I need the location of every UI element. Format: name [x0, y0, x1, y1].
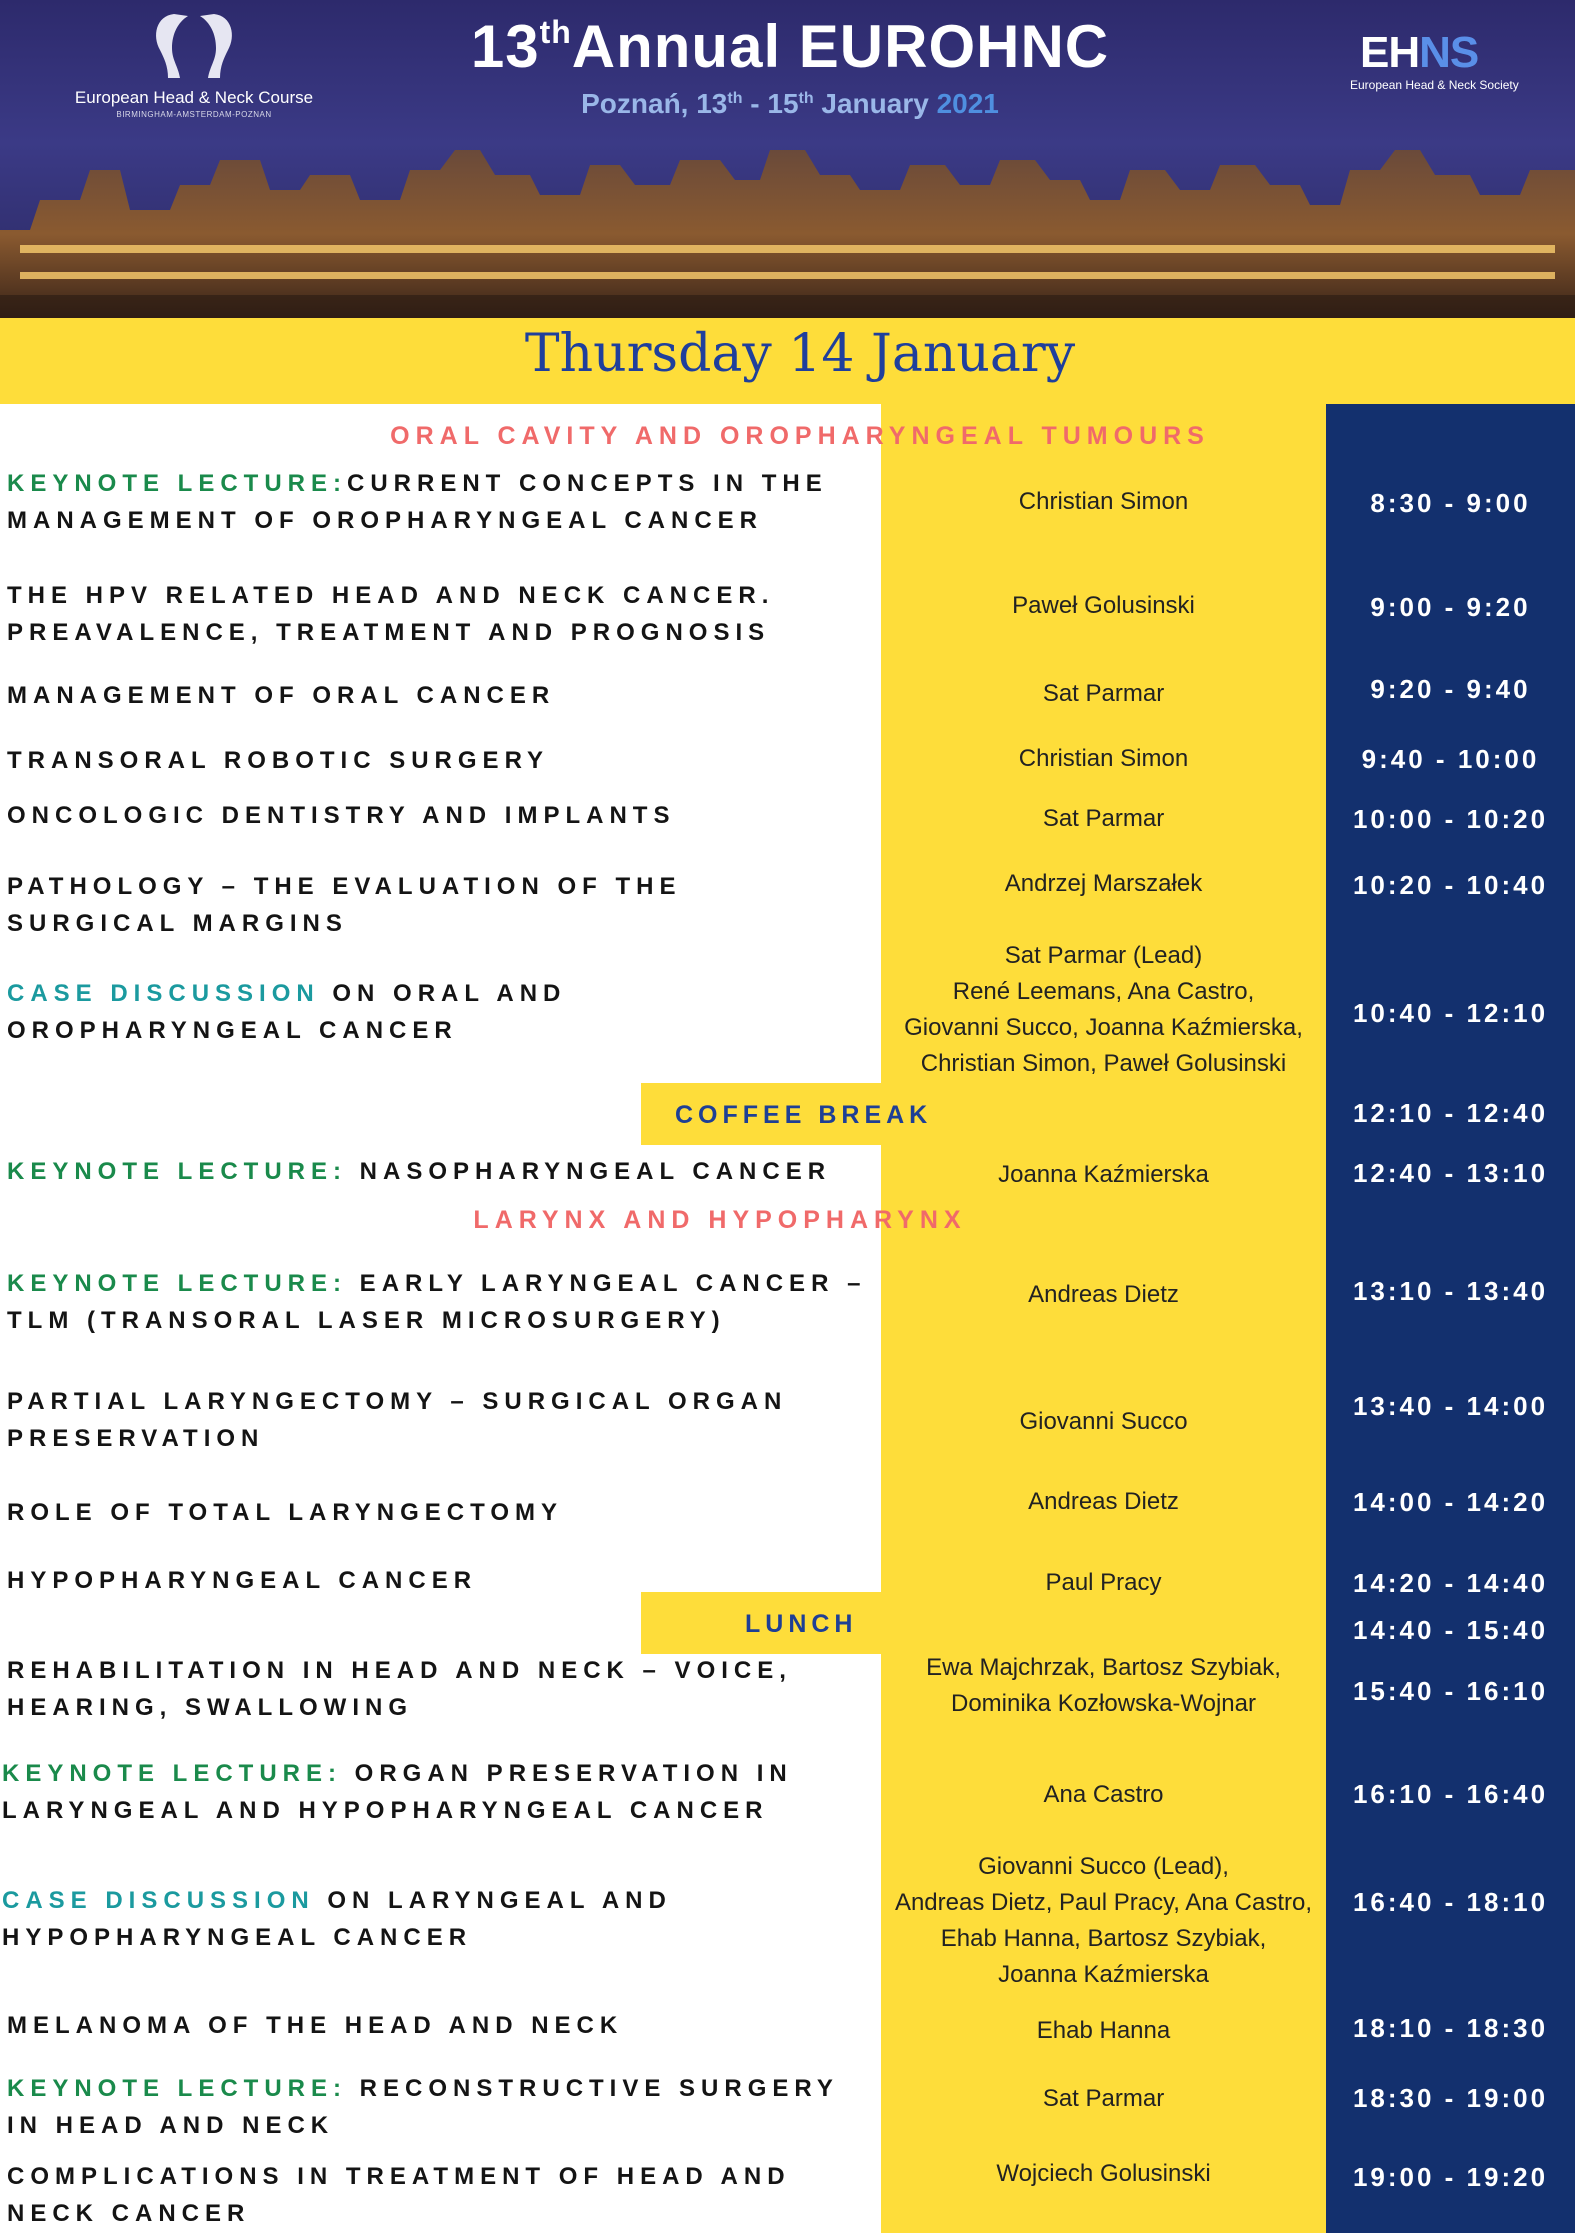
keynote-label: KEYNOTE LECTURE: [2, 1760, 343, 1787]
session-time: 13:40 - 14:00 [1352, 1391, 1549, 1421]
session-time: 9:40 - 10:00 [1361, 744, 1540, 774]
header-banner [0, 0, 1575, 318]
keynote-label: KEYNOTE LECTURE: [7, 1270, 348, 1297]
session-title-text: MELANOMA OF THE HEAD AND NECK [7, 2012, 624, 2039]
session-speaker: Andreas Dietz [1028, 1488, 1179, 1515]
session-time: 13:10 - 13:40 [1352, 1276, 1549, 1306]
case-discussion-label: CASE DISCUSSION [7, 980, 320, 1007]
session-title-text: ROLE OF TOTAL LARYNGECTOMY [7, 1499, 564, 1526]
session-title [7, 742, 867, 779]
session-speaker: Wojciech Golusinski [996, 2160, 1211, 2187]
session-time: 16:10 - 16:40 [1352, 1779, 1549, 1809]
session-speaker: Paweł Golusinski [1012, 592, 1195, 619]
session-title [7, 1383, 867, 1457]
european-head-neck-course-logo [64, 6, 324, 146]
ehns-logo-text: European Head & Neck Society [1350, 78, 1519, 92]
keynote-label: KEYNOTE LECTURE: [7, 2075, 348, 2102]
session-title-text: PARTIAL LARYNGECTOMY – SURGICAL ORGAN PRESERVATION [7, 1388, 788, 1452]
session-title-text: NASOPHARYNGEAL CANCER [347, 1158, 832, 1185]
coffee-break-label: COFFEE BREAK [675, 1101, 933, 1129]
session-title [7, 1153, 867, 1190]
session-title [7, 465, 867, 539]
conference-location-dates: Poznań, 13th - 15th January 2021 [581, 88, 999, 119]
session-title [7, 1494, 867, 1531]
session-time: 18:30 - 19:00 [1352, 2083, 1549, 2113]
session-time: 14:40 - 15:40 [1352, 1615, 1549, 1645]
session-speaker: Paul Pracy [1045, 1569, 1162, 1596]
head-profile-icon [64, 6, 324, 86]
session-title [7, 2007, 867, 2044]
session-title-text: RECONSTRUCTIVE SURGERY IN HEAD AND NECK [7, 2075, 839, 2139]
course-logo-text: European Head & Neck Course [74, 88, 314, 107]
session-title [2, 1882, 862, 1956]
session-title-text: HYPOPHARYNGEAL CANCER [7, 1567, 478, 1594]
session-title-text: MANAGEMENT OF ORAL CANCER [7, 682, 556, 709]
session-speaker: Sat Parmar [1042, 805, 1165, 832]
session-speaker: Ehab Hanna [1036, 2017, 1171, 2044]
session-time: 12:40 - 13:10 [1352, 1158, 1549, 1188]
session-title [7, 797, 867, 834]
session-title-text: TRANSORAL ROBOTIC SURGERY [7, 747, 550, 774]
lunch-label: LUNCH [745, 1610, 858, 1638]
course-logo-subtext: BIRMINGHAM-AMSTERDAM-POZNAN [116, 110, 272, 119]
session-time: 15:40 - 16:10 [1352, 1676, 1549, 1706]
session-time: 10:20 - 10:40 [1352, 870, 1549, 900]
session-speaker: Sat Parmar [1042, 2085, 1165, 2112]
session-speaker: Andrzej Marszałek [1004, 870, 1203, 897]
conference-title: 13thAnnual EUROHNC [470, 13, 1110, 80]
session-title-text: EARLY LARYNGEAL CANCER – TLM (TRANSORAL LASER MICROSURGERY) [7, 1270, 867, 1334]
day-title: Thursday 14 January [524, 324, 1076, 384]
session-time: 14:00 - 14:20 [1352, 1487, 1549, 1517]
session-title-text: ONCOLOGIC DENTISTRY AND IMPLANTS [7, 802, 676, 829]
session-title-text: CURRENT CONCEPTS IN THE MANAGEMENT OF OROPHARYNGEAL CANCER [7, 470, 828, 534]
session-title-text: PATHOLOGY – THE EVALUATION OF THE SURGICAL MARGINS [7, 873, 682, 937]
session-time: 18:10 - 18:30 [1352, 2013, 1549, 2043]
session-title-text: ON LARYNGEAL AND HYPOPHARYNGEAL CANCER [2, 1887, 672, 1951]
session-title [7, 1562, 867, 1599]
session-title-text: REHABILITATION IN HEAD AND NECK – VOICE, HEARING, SWALLOWING [7, 1657, 792, 1721]
keynote-label: KEYNOTE LECTURE: [7, 470, 348, 497]
session-time: 8:30 - 9:00 [1370, 488, 1531, 518]
session-title-text: COMPLICATIONS IN TREATMENT OF HEAD AND NECK CANCER [7, 2163, 791, 2227]
session-title [7, 2158, 867, 2232]
session-time: 19:00 - 19:20 [1352, 2162, 1549, 2192]
session-title-text: ORGAN PRESERVATION IN LARYNGEAL AND HYPOPHARYNGEAL CANCER [2, 1760, 793, 1824]
session-time: 10:00 - 10:20 [1352, 804, 1549, 834]
session-speaker: Andreas Dietz [1028, 1281, 1179, 1308]
ehns-logo [1330, 28, 1540, 98]
session-time: 14:20 - 14:40 [1352, 1568, 1549, 1598]
session-speaker: Christian Simon [1018, 745, 1189, 772]
session-time: 12:10 - 12:40 [1352, 1098, 1549, 1128]
session-time: 9:20 - 9:40 [1370, 674, 1531, 704]
session-title [7, 677, 867, 714]
session-title [7, 577, 867, 651]
session-speaker: Sat Parmar [1042, 680, 1165, 707]
session-speaker: Giovanni Succo (Lead), Andreas Dietz, Paul Pracy, Ana Castro, Ehab Hanna, Bartosz Szybiak, Joanna Kaźmierska [894, 1853, 1313, 1988]
session-time: 10:40 - 12:10 [1352, 998, 1549, 1028]
session-title [2, 1755, 862, 1829]
session-time: 9:00 - 9:20 [1370, 592, 1531, 622]
session-title [7, 1652, 867, 1726]
session-speaker: Christian Simon [1018, 488, 1189, 515]
session-speaker: Ewa Majchrzak, Bartosz Szybiak, Dominika Kozłowska-Wojnar [926, 1654, 1281, 1717]
session-title [7, 1265, 867, 1339]
session-title-text: THE HPV RELATED HEAD AND NECK CANCER. PREAVALENCE, TREATMENT AND PROGNOSIS [7, 582, 775, 646]
session-speaker: Joanna Kaźmierska [998, 1161, 1209, 1188]
case-discussion-label: CASE DISCUSSION [2, 1887, 315, 1914]
session-speaker: Ana Castro [1043, 1781, 1164, 1808]
keynote-label: KEYNOTE LECTURE: [7, 1158, 348, 1185]
session-speaker: Giovanni Succo [1019, 1408, 1188, 1435]
section-heading-oral-cavity: ORAL CAVITY AND OROPHARYNGEAL TUMOURS [390, 422, 1210, 450]
session-title [7, 975, 867, 1049]
session-speaker: Sat Parmar (Lead) René Leemans, Ana Castro, Giovanni Succo, Joanna Kaźmierska, Christian Simon, Paweł Golusinski [904, 942, 1303, 1077]
ehns-logo-mark: EHNS [1360, 28, 1479, 77]
session-title [7, 2070, 867, 2144]
section-heading-larynx: LARYNX AND HYPOPHARYNX [473, 1206, 967, 1234]
session-title [7, 868, 867, 942]
session-title-text: ON ORAL AND OROPHARYNGEAL CANCER [7, 980, 567, 1044]
session-time: 16:40 - 18:10 [1352, 1887, 1549, 1917]
